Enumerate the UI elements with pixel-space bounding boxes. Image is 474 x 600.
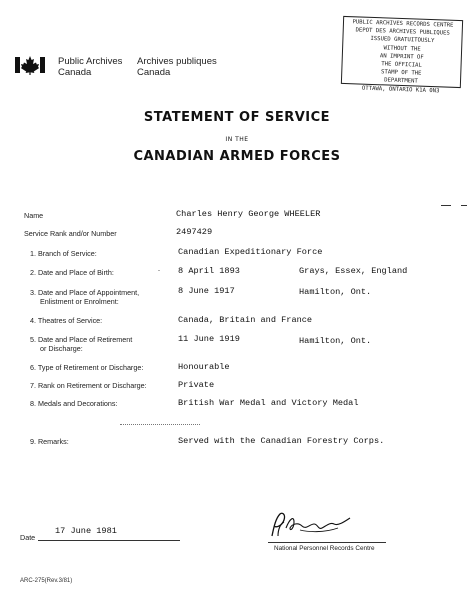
archives-stamp (341, 16, 463, 94)
rank-on-discharge-value: Private (178, 380, 215, 390)
dotted-separator (120, 424, 200, 425)
retirement-label-line2: or Discharge: (40, 344, 83, 353)
agency-en-line1: Public Archives (58, 56, 123, 67)
date-value: 17 June 1981 (55, 526, 117, 536)
document-forces-title: CANADIAN ARMED FORCES (133, 149, 341, 164)
rank-on-discharge-label: 7. Rank on Retirement or Discharge: (30, 381, 147, 390)
appointment-place-value: Hamilton, Ont. (299, 287, 372, 297)
name-value: Charles Henry George WHEELER (176, 209, 321, 219)
appointment-date-value: 8 June 1917 (178, 286, 235, 296)
remarks-value: Served with the Canadian Forestry Corps. (178, 436, 385, 446)
birth-date-value: 8 April 1893 (178, 266, 240, 276)
form-number: ARC-275(Rev.3/81) (20, 578, 73, 584)
service-number-value: 2497429 (176, 227, 213, 237)
name-label: Name (24, 211, 44, 220)
retirement-label-line1: 5. Date and Place of Retirement (30, 335, 133, 344)
appointment-label-line1: 3. Date and Place of Appointment, (30, 288, 140, 297)
margin-mark (441, 205, 451, 206)
stamp-line: AN IMPRINT OF (379, 53, 424, 61)
date-label: Date (20, 533, 36, 542)
medals-value: British War Medal and Victory Medal (178, 398, 359, 408)
birth-place-value: Grays, Essex, England (299, 266, 408, 276)
appointment-label-line2: Enlistment or Enrolment: (40, 297, 119, 306)
theatres-label: 4. Theatres of Service: (30, 316, 103, 325)
retirement-place-value: Hamilton, Ont. (299, 336, 372, 346)
theatres-value: Canada, Britain and France (178, 315, 313, 325)
stamp-line: WITHOUT THE (383, 44, 421, 53)
signature-caption: National Personnel Records Centre (274, 545, 375, 552)
remarks-label: 9. Remarks: (30, 437, 69, 446)
stamp-line: ISSUED GRATUITOUSLY (370, 36, 435, 45)
retirement-date-value: 11 June 1919 (178, 334, 240, 344)
document-subtitle: IN THE (225, 136, 249, 143)
agency-name-french (137, 56, 217, 78)
agency-name-english (58, 56, 122, 78)
date-line (38, 540, 180, 541)
document-title: STATEMENT OF SERVICE (143, 110, 331, 125)
margin-mark (461, 205, 467, 206)
stamp-line: PUBLIC ARCHIVES RECORDS CENTRE (352, 19, 454, 29)
stamp-line: OTTAWA, ONTARIO K1A 0N3 (361, 85, 440, 94)
birth-label: 2. Date and Place of Birth: (30, 268, 114, 277)
dash-mark: - (158, 268, 160, 274)
stamp-line: DEPARTMENT (384, 77, 418, 85)
signature-line (268, 542, 386, 543)
agency-fr-line1: Archives publiques (137, 56, 217, 67)
service-number-label: Service Rank and/or Number (24, 229, 117, 238)
stamp-line: DEPOT DES ARCHIVES PUBLIQUES (355, 27, 450, 37)
signature-image (264, 506, 360, 546)
branch-value: Canadian Expeditionary Force (178, 247, 323, 257)
medals-label: 8. Medals and Decorations: (30, 399, 118, 408)
discharge-type-label: 6. Type of Retirement or Discharge: (30, 363, 144, 372)
maple-leaf-flag-icon (15, 53, 45, 77)
agency-fr-line2: Canada (137, 67, 171, 78)
agency-en-line2: Canada (58, 67, 92, 78)
stamp-line: THE OFFICIAL (381, 61, 422, 69)
discharge-type-value: Honourable (178, 362, 230, 372)
stamp-line: STAMP OF THE (380, 69, 422, 77)
branch-label: 1. Branch of Service: (30, 249, 97, 258)
